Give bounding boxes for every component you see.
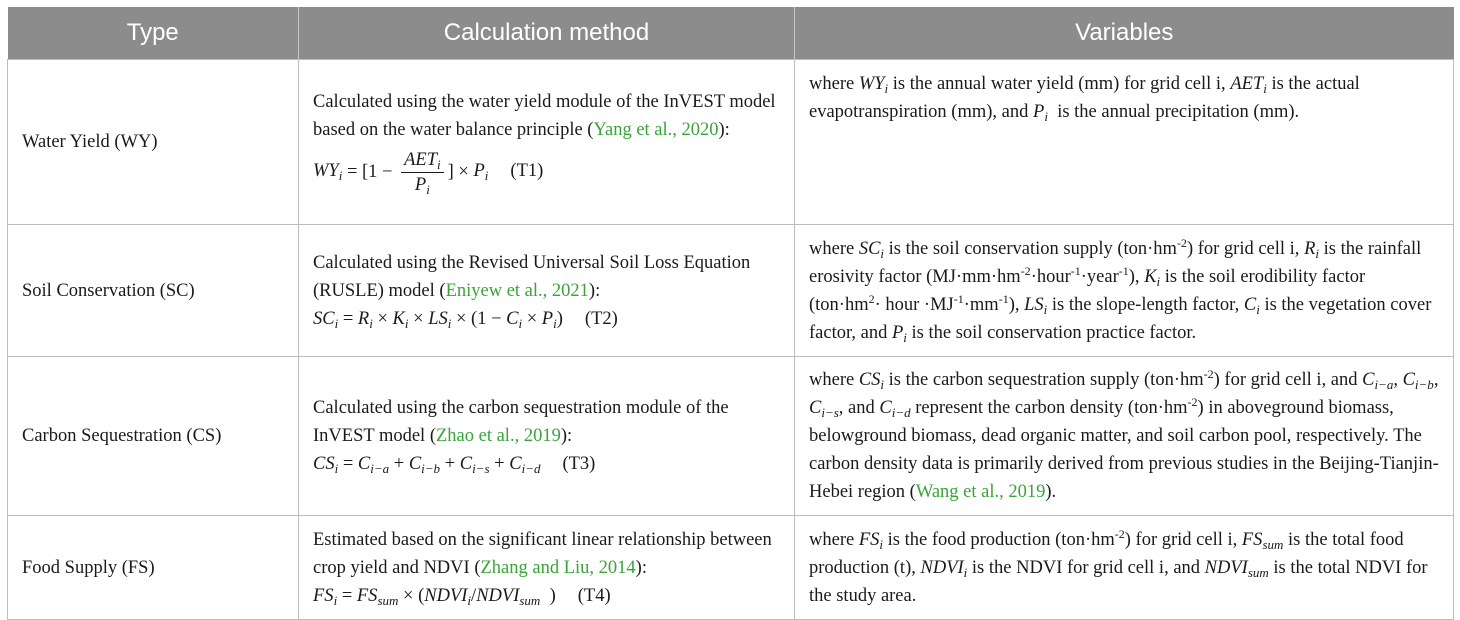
cell-calculation-method: Calculated using the Revised Universal Soil Loss Equation (RUSLE) model (Eniyew et al., 2021): $SC_i = R_i \times K_i \times LS_i \times (1 - C_i \times P_i)$ (T2) (299, 225, 795, 357)
equation-tag: (T3) (562, 454, 596, 474)
table-row (8, 357, 1454, 516)
table-header (8, 7, 1454, 60)
cell-calculation-method: Calculated using the carbon sequestration module of the InVEST model (Zhao et al., 2019): $CS_i = C_{i-a} + C_{i-b} + C_{i-s} + C_{i-d}$ (T3) (299, 357, 795, 516)
cell-variables: where $SC_i$ is the soil conservation supply $(ton\cdot hm^{-2})$ for grid cell i, $R_i$ is the rainfall erosivity factor $(MJ\cdot mm\cdot hm^{-2}\cdot hour^{-1}\cdot year^{-1})$, $K_i$ is the soil erodibility factor ($ton\cdot hm^2\cdot$ hour $\cdot MJ^{-1}\cdot mm^{-1}$), $LS_i$ is the slope-length factor, $C_i$ is the vegetation cover factor, and $P_i$ is the soil conservation practice factor. (795, 225, 1454, 357)
cell-variables: where $WY_i$ is the annual water yield (mm) for grid cell i, $AET_i$ is the actual evapotranspiration (mm), and $P_i$ is the annual precipitation (mm). (795, 60, 1454, 225)
equation-wy: $WY_i = [1$ − $\frac{AET_i}{P_i}$ ] × $P_i$ (T1) (313, 149, 544, 197)
cell-calculation-method: Calculated using the water yield module of the InVEST model based on the water balance principle (Yang et al., 2020): $WY_i = [1$ − $\frac{AET_i}{P_i}$ ] × $P_i$ (T1) (299, 60, 795, 225)
fraction: $\frac{AET_i}{P_i}$ (401, 148, 444, 197)
citation-link[interactable]: Zhao et al., 2019 (435, 426, 561, 446)
table-row (8, 60, 1454, 225)
header-calculation-method: Calculation method (299, 7, 795, 60)
equation-tag: (T1) (510, 161, 544, 182)
table-row (8, 516, 1454, 620)
equation-cs: $CS_i = C_{i-a} + C_{i-b} + C_{i-s} + C_{i-d}$ (T3) (313, 454, 596, 476)
citation-link[interactable]: Yang et al., 2020 (593, 119, 719, 140)
header-row (8, 7, 1454, 60)
cell-variables: where $CS_i$ is the carbon sequestration supply $(ton\cdot hm^{-2})$ for grid cell i, and $C_{i-a}$, $C_{i-b}$, $C_{i-s}$, and $C_{i-d}$ represent the carbon density $(ton\cdot hm^{-2})$ in aboveground biomass, belowground biomass, dead organic matter, and soil carbon pool, respectively. The carbon density data is primarily derived from previous studies in the Beijing-Tianjin-Hebei region (Wang et al., 2019). (795, 357, 1454, 516)
cell-calculation-method: Estimated based on the significant linear relationship between crop yield and NDVI (Zhang and Liu, 2014): $FS_i = FS_{sum}$ × ($NDVI_i/NDVI_{sum}$ ) (T4) (299, 516, 795, 620)
cell-type: Soil Conservation (SC) (8, 225, 299, 357)
equation-fs: $FS_i = FS_{sum}$ × ($NDVI_i/NDVI_{sum}$ ) (T4) (313, 585, 611, 608)
equation-sc: $SC_i = R_i \times K_i \times LS_i \times (1 - C_i \times P_i)$ (T2) (313, 308, 618, 331)
cell-type: Carbon Sequestration (CS) (8, 357, 299, 516)
citation-link[interactable]: Eniyew et al., 2021 (445, 280, 589, 301)
cell-type: Food Supply (FS) (8, 516, 299, 620)
ecosystem-services-table (7, 7, 1454, 620)
table-row (8, 225, 1454, 357)
header-variables: Variables (795, 7, 1454, 60)
citation-link[interactable]: Wang et al., 2019 (915, 482, 1046, 502)
equation-tag: (T4) (577, 585, 611, 606)
citation-link[interactable]: Zhang and Liu, 2014 (480, 557, 636, 578)
cell-type: Water Yield (WY) (8, 60, 299, 225)
equation-tag: (T2) (584, 308, 618, 329)
header-type: Type (8, 7, 299, 60)
cell-variables: where $FS_i$ is the food production $(ton\cdot hm^{-2})$ for grid cell i, $FS_{sum}$ is the total food production (t), $NDVI_i$ is the NDVI for grid cell i, and $NDVI_{sum}$ is the total NDVI for the study area. (795, 516, 1454, 620)
